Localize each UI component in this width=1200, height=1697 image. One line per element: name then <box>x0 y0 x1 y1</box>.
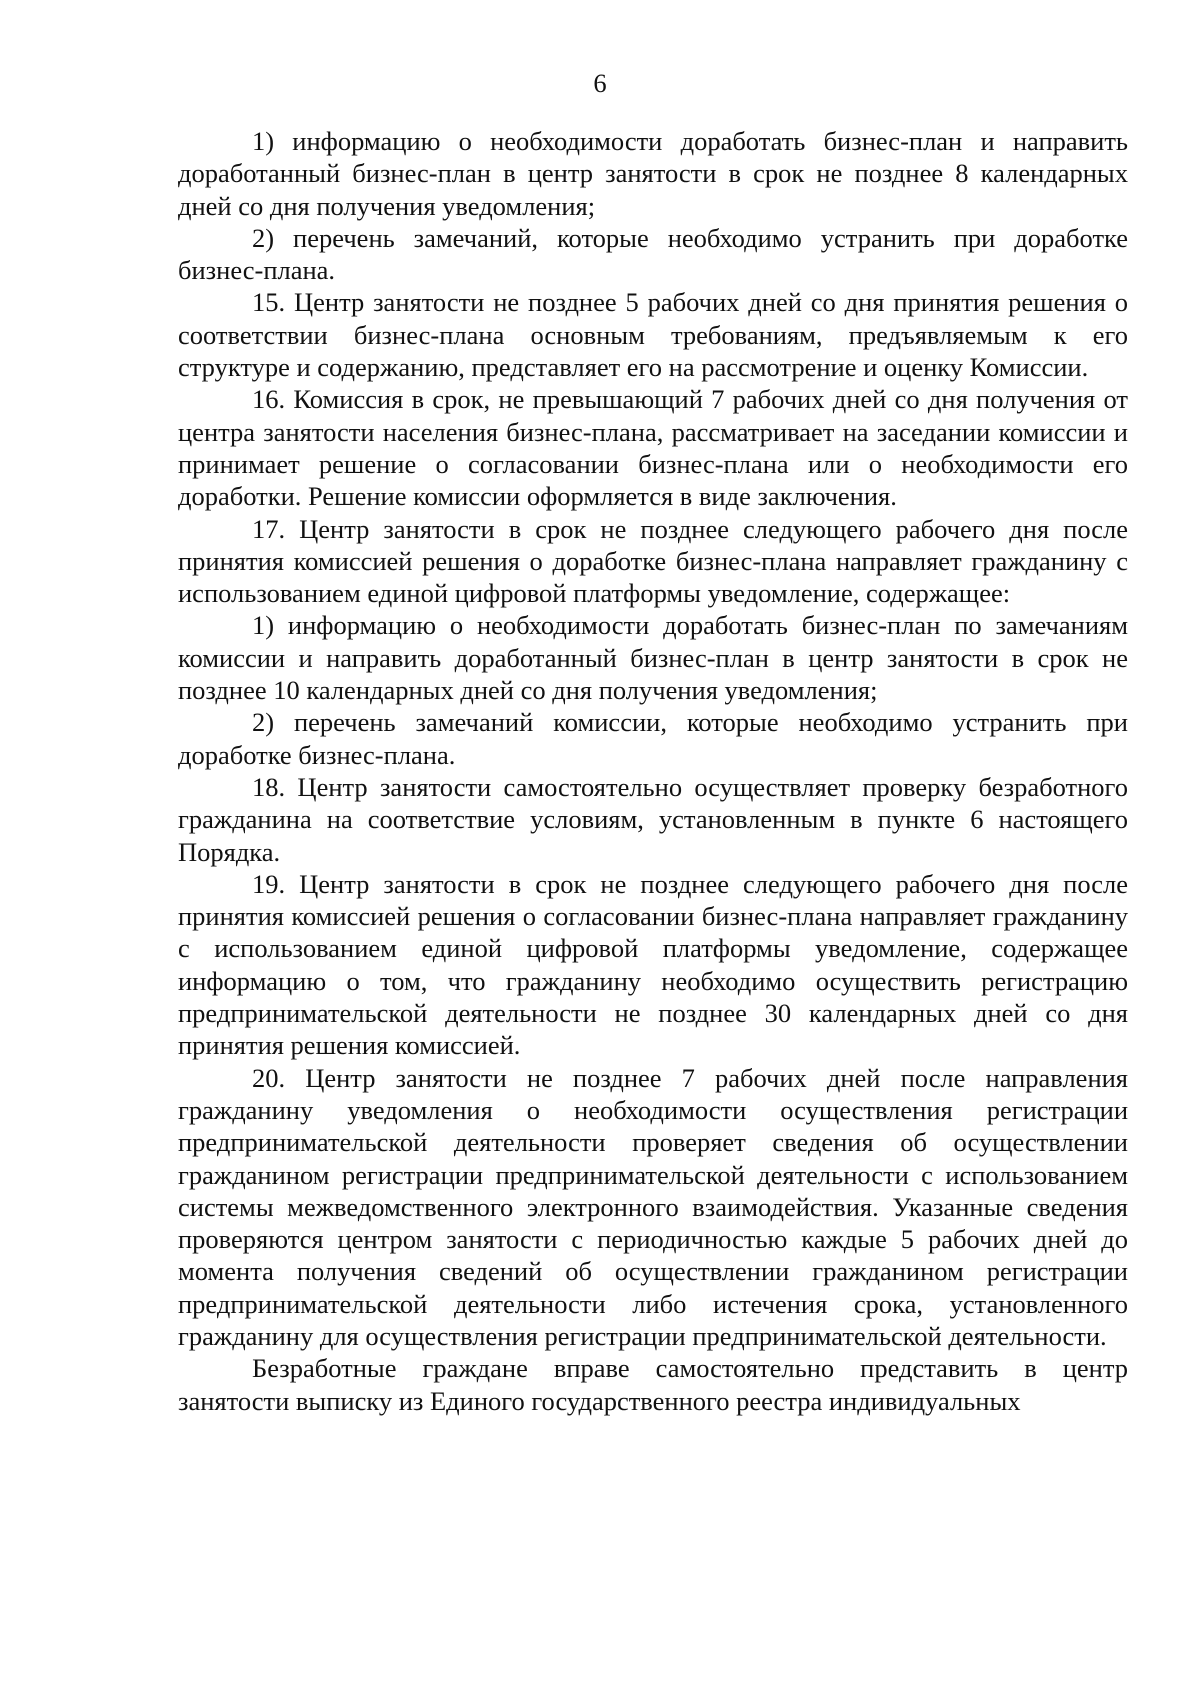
paragraph-clause-15: 15. Центр занятости не позднее 5 рабочих дней со дня принятия решения о соответствии бизнес-плана основным требованиям, предъявляемым к его структуре и содержанию, представляет его на рассмотрение и оценку Комиссии. <box>178 287 1128 383</box>
paragraph-clause-17-item-1: 1) информацию о необходимости доработать бизнес-план по замечаниям комиссии и направить доработанный бизнес-план в центр занятости в срок не позднее 10 календарных дней со дня получения уведомления; <box>178 610 1128 706</box>
paragraph-item-1-notice-info: 1) информацию о необходимости доработать бизнес-план и направить доработанный бизнес-план в центр занятости в срок не позднее 8 календарных дней со дня получения уведомления; <box>178 126 1128 221</box>
paragraph-clause-19: 19. Центр занятости в срок не позднее следующего рабочего дня после принятия комиссией решения о согласовании бизнес-плана направляет гражданину с использованием единой цифровой платформы уведомление, содержащее информацию о том, что гражданину необходимо осуществить регистрацию предпринимательской деятельности не позднее 30 календарных дней со дня принятия решения комиссией. <box>178 868 1128 1061</box>
paragraph-unemployed-citizens: Безработные граждане вправе самостоятельно представить в центр занятости выписку из Единого государственного реестра индивидуальных <box>178 1353 1128 1416</box>
paragraph-clause-17-item-2: 2) перечень замечаний комиссии, которые необходимо устранить при доработке бизнес-плана. <box>178 707 1128 770</box>
paragraph-clause-18: 18. Центр занятости самостоятельно осуществляет проверку безработного гражданина на соответствие условиям, установленным в пункте 6 настоящего Порядка. <box>178 771 1128 867</box>
page-number: 6 <box>593 68 607 98</box>
paragraph-clause-20: 20. Центр занятости не позднее 7 рабочих дней после направления гражданину уведомления о необходимости осуществления регистрации предпринимательской деятельности проверяет сведения об осуществлении гражданином регистрации предпринимательской деятельности с использованием системы межведомственного электронного взаимодействия. Указанные сведения проверяются центром занятости с периодичностью каждые 5 рабочих дней до момента получения сведений об осуществлении гражданином регистрации предпринимательской деятельности либо истечения срока, установленного гражданину для осуществления регистрации предпринимательской деятельности. <box>178 1062 1128 1351</box>
document-body <box>178 125 1128 1417</box>
paragraph-clause-16: 16. Комиссия в срок, не превышающий 7 рабочих дней со дня получения от центра занятости населения бизнес-плана, рассматривает на заседании комиссии и принимает решение о согласовании бизнес-плана или о необходимости его доработки. Решение комиссии оформляется в виде заключения. <box>178 384 1128 512</box>
paragraph-clause-17: 17. Центр занятости в срок не позднее следующего рабочего дня после принятия комиссией решения о доработке бизнес-плана направляет гражданину с использованием единой цифровой платформы уведомление, содержащее: <box>178 513 1128 609</box>
paragraph-item-2-remarks-list: 2) перечень замечаний, которые необходимо устранить при доработке бизнес-плана. <box>178 222 1128 286</box>
